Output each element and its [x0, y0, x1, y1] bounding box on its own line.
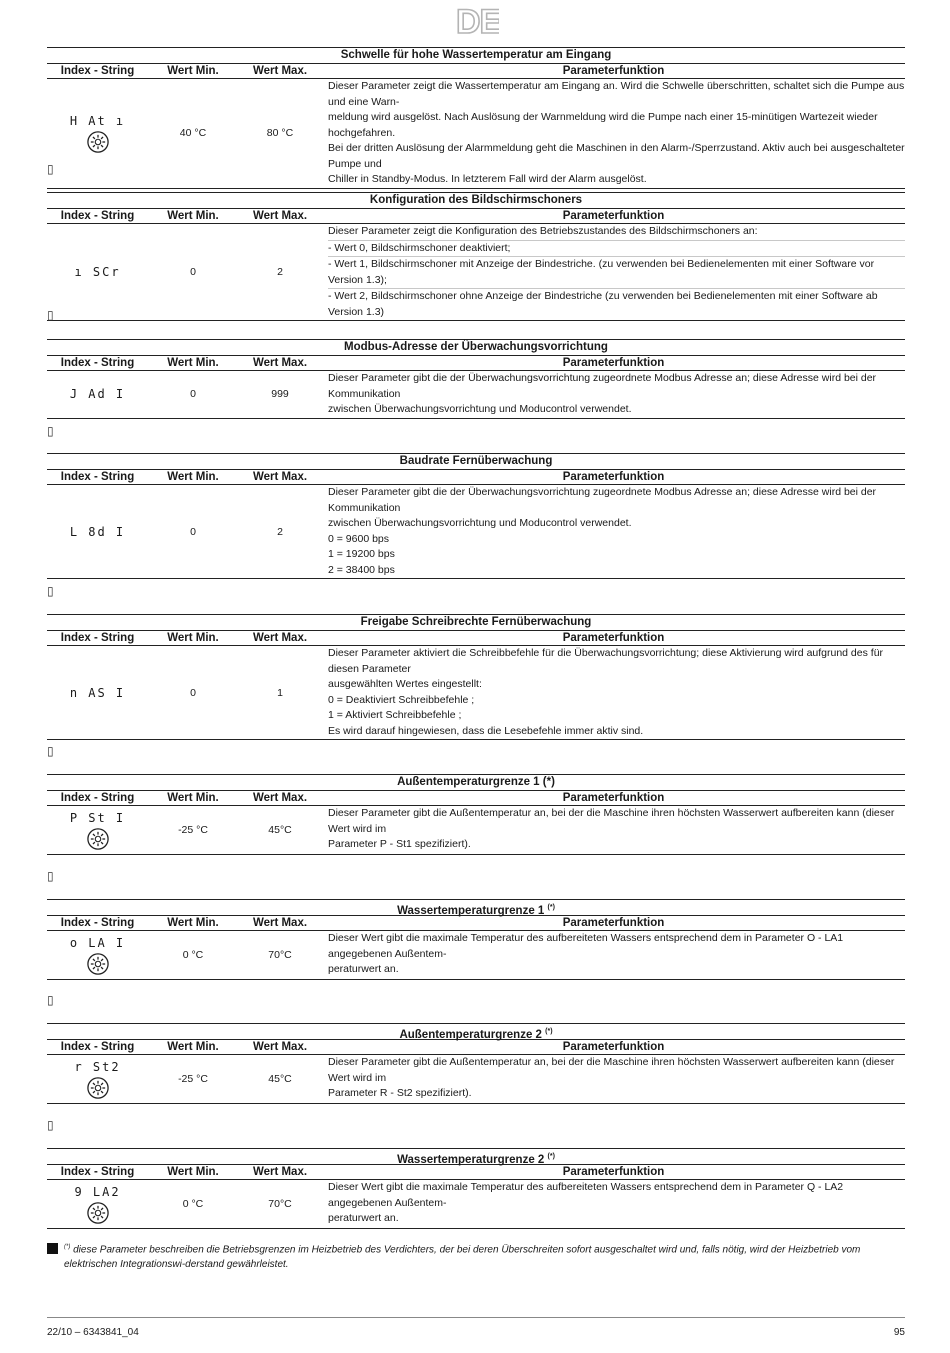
function-line: Bei der dritten Auslösung der Alarmmeldung geht die Maschinen in den Alarm-/Sperrzustand. Aktiv auch bei ausgeschalteter Pumpe und: [328, 142, 905, 170]
table-title: Modbus-Adresse der Überwachungsvorrichtung: [47, 339, 905, 355]
parameter-function-cell: [322, 1055, 905, 1103]
header-index-string: Index - String: [60, 1166, 135, 1178]
function-line: zwischen Überwachungsvorrichtung und Moducontrol verwendet.: [328, 517, 632, 529]
title-footnote-marker: (*): [547, 904, 555, 911]
header-parameter-function: Parameterfunktion: [562, 1041, 665, 1053]
header-parameter-function: Parameterfunktion: [562, 792, 665, 804]
table-header: [47, 790, 905, 806]
function-line: 1 = Aktiviert Schreibbefehle ;: [328, 709, 462, 721]
index-string-cell: [47, 79, 148, 188]
max-value-cell: 70°C: [268, 949, 292, 961]
header-index-string: Index - String: [60, 471, 135, 483]
header-min-value: Wert Min.: [167, 917, 219, 929]
index-string-cell: [47, 806, 148, 854]
function-line: Chiller in Standby-Modus. In letzterem Fall wird der Alarm ausgelöst.: [328, 173, 647, 185]
function-line: 1 = 19200 bps: [328, 548, 395, 560]
header-min-value: Wert Min.: [167, 471, 219, 483]
table-row: [47, 646, 905, 740]
footnote-bullet: [47, 1243, 58, 1254]
sun-icon: [87, 1077, 109, 1099]
max-value-cell: 80 °C: [266, 127, 294, 140]
min-value-cell: 0 °C: [182, 949, 204, 961]
header-index-string: Index - String: [60, 210, 135, 222]
parameter-table: [47, 339, 905, 419]
header-max-value: Wert Max.: [252, 1166, 308, 1178]
table-row: [47, 79, 905, 189]
title-footnote-marker: (*): [547, 1153, 555, 1160]
function-line: Dieser Parameter gibt die der Überwachungsvorrichtung zugeordnete Modbus Adresse an; diese Adresse wird bei der Kommunikation: [328, 486, 877, 514]
function-line: ausgewählten Wertes eingestellt:: [328, 678, 482, 690]
table-header: [47, 915, 905, 931]
max-value-cell: 999: [271, 388, 289, 401]
parameter-code: o LA I: [69, 935, 126, 950]
function-line: Dieser Parameter gibt die Außentemperatur an, bei der die Maschine ihren höchsten Wasserwert aufbereiten kann (dieser Wert wird im: [328, 807, 895, 835]
parameter-function-cell: [322, 646, 905, 739]
table-title: Wassertemperaturgrenze 2 (*): [47, 1148, 905, 1164]
header-min-value: Wert Min.: [167, 1041, 219, 1053]
header-parameter-function: Parameterfunktion: [562, 632, 665, 644]
parameter-code: ı SCr: [74, 265, 121, 279]
sun-icon: [87, 131, 109, 153]
sun-icon: [87, 1202, 109, 1224]
header-max-value: Wert Max.: [252, 792, 308, 804]
index-string-cell: [47, 646, 148, 739]
function-line: zwischen Überwachungsvorrichtung und Moducontrol verwendet.: [328, 403, 632, 415]
parameter-function-cell: [322, 806, 905, 854]
table-row: [47, 1055, 905, 1104]
title-footnote-marker: (*): [545, 1028, 553, 1035]
parameter-code: L 8d I: [69, 524, 126, 539]
header-max-value: Wert Max.: [252, 210, 308, 222]
parameter-function-cell: [322, 371, 905, 418]
header-parameter-function: Parameterfunktion: [562, 357, 665, 369]
header-min-value: Wert Min.: [167, 357, 219, 369]
separator-bullet: ▯: [47, 424, 54, 438]
function-line: Dieser Parameter gibt die der Überwachungsvorrichtung zugeordnete Modbus Adresse an; diese Adresse wird bei der Kommunikation: [328, 372, 877, 400]
separator-bullet: ▯: [47, 584, 54, 598]
max-value-cell: 2: [277, 266, 283, 278]
language-badge: [455, 4, 499, 36]
max-value-cell: 1: [277, 686, 283, 699]
index-string-cell: [47, 1055, 148, 1103]
table-header: [47, 630, 905, 646]
header-parameter-function: Parameterfunktion: [562, 471, 665, 483]
header-max-value: Wert Max.: [252, 632, 308, 644]
header-max-value: Wert Max.: [252, 357, 308, 369]
header-index-string: Index - String: [60, 917, 135, 929]
function-line: Dieser Wert gibt die maximale Temperatur des aufbereiteten Wassers entsprechend dem in Parameter O - LA1 angegebenen Außentem-: [328, 932, 844, 960]
min-value-cell: 0 °C: [182, 1198, 204, 1210]
table-row: [47, 931, 905, 980]
separator-bullet: ▯: [47, 1118, 54, 1132]
index-string-cell: [47, 485, 148, 578]
max-value-cell: 45°C: [268, 824, 292, 836]
min-value-cell: 0: [190, 388, 196, 401]
parameter-code: P St I: [69, 810, 126, 825]
header-index-string: Index - String: [60, 357, 135, 369]
parameter-code: H At ı: [69, 113, 126, 128]
parameter-table: [47, 192, 905, 321]
parameter-table: [47, 774, 905, 855]
function-line: 0 = 9600 bps: [328, 532, 390, 545]
min-value-cell: 0: [190, 686, 196, 699]
function-line: 2 = 38400 bps: [328, 563, 395, 576]
function-line: Dieser Parameter gibt die Außentemperatur an, bei der die Maschine ihren höchsten Wasserwert aufbereiten kann (dieser Wert wird im: [328, 1056, 895, 1084]
header-min-value: Wert Min.: [167, 65, 219, 77]
header-max-value: Wert Max.: [252, 471, 308, 483]
sun-icon: [87, 828, 109, 850]
function-line: - Wert 1, Bildschirmschoner mit Anzeige der Bindestriche. (zu verwenden bei Bedienelementen mit einer Software vor Version 1.3);: [328, 257, 905, 289]
header-min-value: Wert Min.: [167, 792, 219, 804]
table-title: Wassertemperaturgrenze 1 (*): [47, 899, 905, 915]
index-string-cell: [47, 371, 148, 418]
sun-icon: [87, 953, 109, 975]
min-value-cell: 40 °C: [179, 127, 207, 140]
function-line: Es wird darauf hingewiesen, dass die Lesebefehle immer aktiv sind.: [328, 724, 644, 737]
function-line: Dieser Parameter zeigt die Wassertemperatur am Eingang an. Wird die Schwelle überschritten, schaltet sich die Pumpe aus und eine Warn-: [328, 80, 905, 108]
header-parameter-function: Parameterfunktion: [562, 1166, 665, 1178]
footnote-marker: (*): [64, 1244, 71, 1250]
table-title: Konfiguration des Bildschirmschoners: [47, 192, 905, 208]
header-min-value: Wert Min.: [167, 632, 219, 644]
function-line: Parameter P - St1 spezifiziert).: [328, 838, 471, 850]
document-code: 22/10 – 6343841_04: [47, 1327, 139, 1338]
function-line: meldung wird ausgelöst. Nach Auslösung der Warnmeldung wird die Pumpe nach einer 15-minütigen Wartezeit wieder hochgefahren.: [328, 111, 878, 139]
separator-bullet: ▯: [47, 993, 54, 1007]
header-min-value: Wert Min.: [167, 1166, 219, 1178]
header-min-value: Wert Min.: [167, 210, 219, 222]
table-title: Freigabe Schreibrechte Fernüberwachung: [47, 614, 905, 630]
parameter-function-cell: [322, 485, 905, 578]
table-title: Schwelle für hohe Wassertemperatur am Eingang: [47, 47, 905, 63]
parameter-table: [47, 47, 905, 189]
parameter-function-cell: [322, 931, 905, 979]
header-max-value: Wert Max.: [252, 917, 308, 929]
header-index-string: Index - String: [60, 65, 135, 77]
separator-bullet: ▯: [47, 869, 54, 883]
header-parameter-function: Parameterfunktion: [562, 210, 665, 222]
table-header: [47, 208, 905, 224]
header-parameter-function: Parameterfunktion: [562, 917, 665, 929]
function-line: 0 = Deaktiviert Schreibbefehle ;: [328, 693, 475, 706]
table-row: [47, 485, 905, 579]
parameter-code: r St2: [74, 1059, 121, 1074]
max-value-cell: 45°C: [268, 1073, 292, 1085]
header-index-string: Index - String: [60, 1041, 135, 1053]
min-value-cell: 0: [190, 266, 196, 278]
table-header: [47, 469, 905, 485]
page-number: 95: [893, 1327, 905, 1338]
parameter-function-cell: [322, 1180, 905, 1228]
table-header: [47, 355, 905, 371]
index-string-cell: [47, 931, 148, 979]
max-value-cell: 70°C: [268, 1198, 292, 1210]
function-line: Dieser Parameter aktiviert die Schreibbefehle für die Überwachungsvorrichtung; diese Aktivierung wird aufgrund des für diesen Parameter: [328, 647, 884, 675]
table-header: [47, 1039, 905, 1055]
function-line: Parameter R - St2 spezifiziert).: [328, 1087, 472, 1099]
separator-bullet: ▯: [47, 744, 54, 758]
table-header: [47, 1164, 905, 1180]
parameter-code: J Ad I: [69, 387, 126, 402]
table-row: [47, 371, 905, 419]
function-line: peraturwert an.: [328, 1212, 399, 1224]
page-footer: [47, 1317, 905, 1338]
function-line: Dieser Parameter zeigt die Konfiguration des Betriebszustandes des Bildschirmschoners an:: [328, 224, 905, 241]
language-badge-text: DE: [456, 4, 499, 36]
header-index-string: Index - String: [60, 792, 135, 804]
parameter-table: [47, 899, 905, 980]
function-line: Dieser Wert gibt die maximale Temperatur des aufbereiteten Wassers entsprechend dem in Parameter Q - LA2 angegebenen Außentem-: [328, 1181, 844, 1209]
header-index-string: Index - String: [60, 632, 135, 644]
parameter-table: [47, 614, 905, 740]
max-value-cell: 2: [277, 525, 283, 538]
parameter-function-cell: [322, 79, 905, 188]
parameter-code: n AS I: [69, 685, 126, 700]
function-line: - Wert 0, Bildschirmschoner deaktiviert;: [328, 241, 905, 258]
parameter-code: 9 LA2: [74, 1184, 121, 1199]
header-parameter-function: Parameterfunktion: [562, 65, 665, 77]
function-line: - Wert 2, Bildschirmschoner ohne Anzeige der Bindestriche (zu verwenden bei Bedienelementen mit einer Software ab Version 1.3): [328, 290, 878, 318]
header-max-value: Wert Max.: [252, 65, 308, 77]
min-value-cell: 0: [190, 525, 196, 538]
table-title: Baudrate Fernüberwachung: [47, 453, 905, 469]
min-value-cell: -25 °C: [178, 824, 208, 836]
header-max-value: Wert Max.: [252, 1041, 308, 1053]
footnote-text: (*) diese Parameter beschreiben die Betriebsgrenzen im Heizbetrieb des Verdichters, der bei deren Überschreiten sofort ausgeschaltet wird und, falls nötig, wird der Heizbetrieb vom elektrischen Integrationswi-derstand gewährleistet.: [64, 1244, 861, 1271]
table-row: [47, 224, 905, 321]
min-value-cell: -25 °C: [178, 1073, 208, 1085]
table-title: Außentemperaturgrenze 2 (*): [47, 1023, 905, 1039]
table-header: [47, 63, 905, 79]
separator-bullet: ▯: [47, 162, 54, 176]
parameter-table: [47, 1148, 905, 1229]
index-string-cell: [47, 224, 148, 320]
index-string-cell: [47, 1180, 148, 1228]
footnote: [47, 1240, 905, 1272]
parameter-table: [47, 1023, 905, 1104]
table-row: [47, 806, 905, 855]
table-row: [47, 1180, 905, 1229]
function-line: peraturwert an.: [328, 963, 399, 975]
separator-bullet: ▯: [47, 308, 54, 322]
parameter-table: [47, 453, 905, 579]
parameter-function-cell: [322, 224, 905, 320]
table-title: Außentemperaturgrenze 1 (*): [47, 774, 905, 790]
